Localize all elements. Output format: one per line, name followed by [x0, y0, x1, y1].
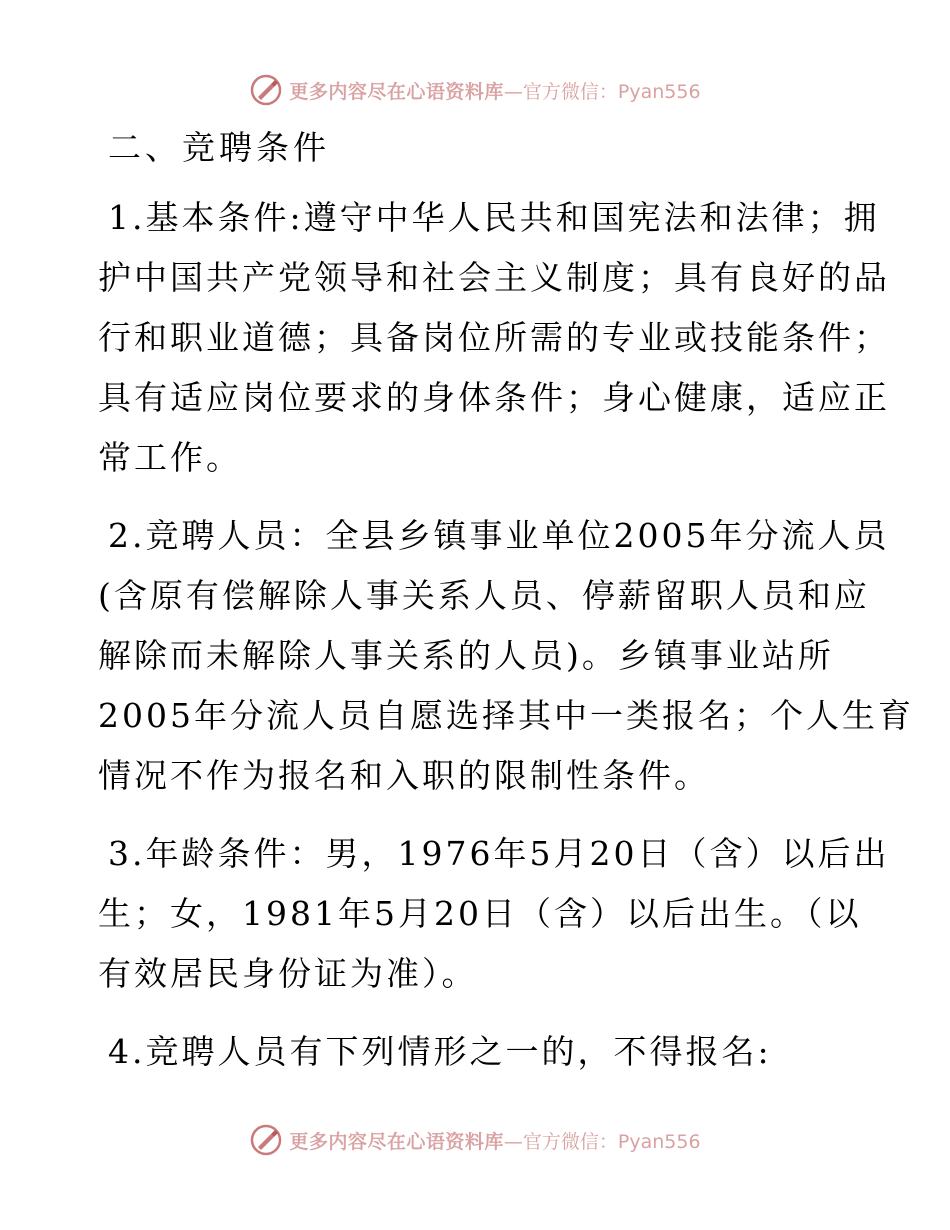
- text-line: 行和职业道德；具备岗位所需的专业或技能条件；: [98, 318, 890, 357]
- text-line: 护中国共产党领导和社会主义制度；具有良好的品: [98, 258, 890, 297]
- paragraph-basic-conditions: [98, 188, 890, 488]
- watermark-text: 更多内容尽在心语资料库: [289, 1130, 504, 1153]
- pen-logo-icon: [249, 73, 283, 107]
- text-line: 4.竞聘人员有下列情形之一的，不得报名:: [108, 1032, 772, 1071]
- text-line: 具有适应岗位要求的身体条件；身心健康，适应正: [98, 378, 890, 417]
- section-heading: 二、竞聘条件: [108, 128, 330, 167]
- text-line: 解除而未解除人事关系的人员)。乡镇事业站所: [98, 636, 834, 675]
- footer-watermark: [0, 1120, 950, 1160]
- document-body: [98, 122, 914, 1100]
- text-line: (含原有偿解除人事关系人员、停薪留职人员和应: [98, 576, 870, 615]
- text-line: 常工作。: [98, 438, 242, 477]
- text-line: 1.基本条件:遵守中华人民共和国宪法和法律；拥: [108, 198, 880, 237]
- paragraph-applicants: [98, 506, 914, 806]
- paragraph-exclusions: [98, 1022, 858, 1082]
- text-line: 情况不作为报名和入职的限制性条件。: [98, 756, 710, 795]
- header-watermark: [0, 70, 950, 110]
- watermark-suffix: —官方微信：Pyan556: [503, 80, 701, 103]
- text-line: 2.竞聘人员：全县乡镇事业单位2005年分流人员: [108, 516, 890, 555]
- watermark-text: 更多内容尽在心语资料库: [289, 80, 504, 103]
- text-line: 有效居民身份证为准）。: [98, 954, 478, 993]
- text-line: 2005年分流人员自愿选择其中一类报名；个人生育: [98, 696, 914, 735]
- paragraph-age-conditions: [98, 824, 890, 1004]
- watermark-suffix: —官方微信：Pyan556: [503, 1130, 701, 1153]
- pen-logo-icon: [249, 1123, 283, 1157]
- text-line: 生；女，1981年5月20日（含）以后出生。（以: [98, 894, 862, 933]
- text-line: 3.年龄条件：男，1976年5月20日（含）以后出: [108, 834, 890, 873]
